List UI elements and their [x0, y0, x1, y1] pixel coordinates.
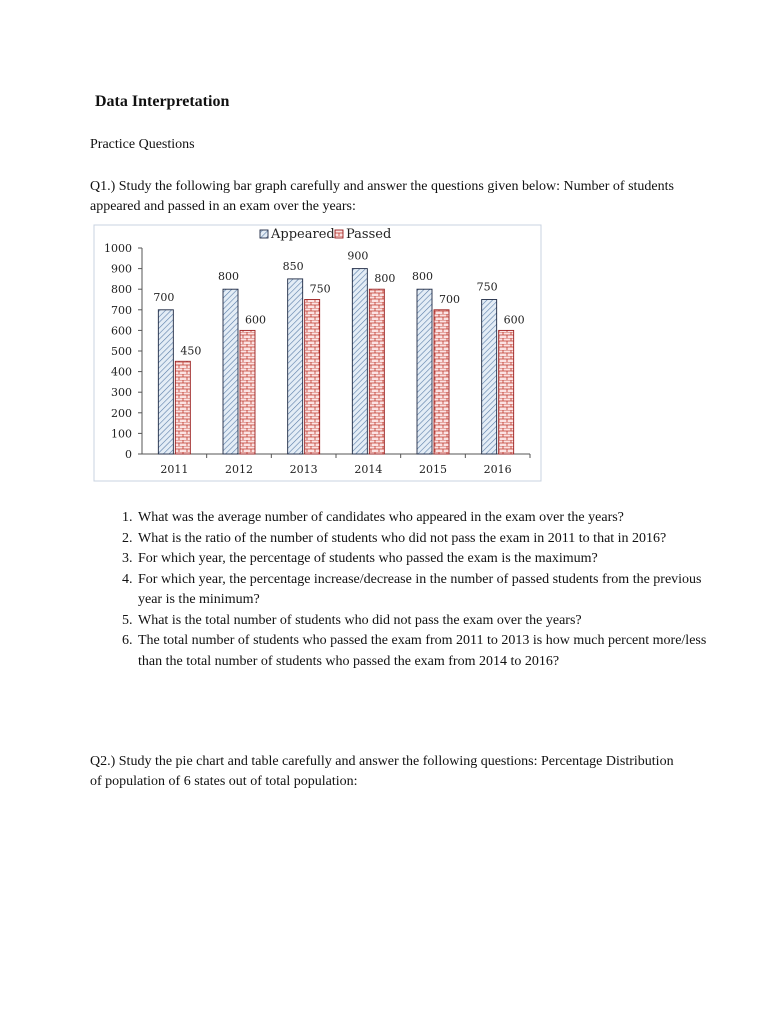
data-label: 750	[309, 282, 331, 296]
x-tick-label: 2015	[419, 463, 447, 476]
document-subtitle: Practice Questions	[90, 137, 195, 152]
q2-intro: Q2.) Study the pie chart and table carefully and answer the following questions: Percentage Distribution of population of 6 states out of total population:	[90, 754, 674, 789]
y-tick-label: 600	[111, 324, 132, 338]
q1-question-item: 6. The total number of students who passed the exam from 2011 to 2013 is how much percent more/less than the total number of students who passed the exam from 2014 to 2016?	[136, 631, 716, 672]
data-label: 750	[476, 280, 498, 294]
x-tick-label: 2016	[483, 463, 512, 476]
y-tick-label: 800	[111, 283, 132, 297]
data-label: 700	[153, 290, 175, 304]
bar-passed	[305, 300, 320, 455]
bar-passed	[499, 330, 514, 454]
document-title: Data Interpretation	[95, 93, 230, 110]
y-tick-label: 300	[111, 386, 132, 400]
q1-question-item: 3. For which year, the percentage of students who passed the exam is the maximum?	[136, 549, 716, 570]
x-tick-label: 2014	[354, 463, 383, 476]
legend-swatch-passed	[335, 230, 343, 238]
bar-appeared	[158, 310, 173, 454]
bar-appeared	[352, 269, 367, 454]
bar-chart	[93, 224, 543, 482]
y-tick-label: 100	[111, 427, 132, 441]
x-tick-label: 2013	[289, 463, 318, 476]
data-label: 800	[412, 270, 433, 284]
data-label: 800	[374, 272, 396, 286]
y-tick-label: 900	[111, 262, 132, 276]
data-label: 850	[282, 259, 304, 273]
legend-swatch-appeared	[260, 230, 268, 238]
data-label: 700	[439, 292, 460, 306]
legend-label-passed: Passed	[346, 227, 392, 242]
bar-chart-svg	[93, 224, 543, 482]
bar-appeared	[288, 279, 303, 454]
data-label: 900	[347, 249, 369, 263]
data-label: 600	[245, 313, 266, 327]
q1-question-list	[98, 508, 716, 672]
data-label: 800	[218, 270, 239, 284]
y-tick-label: 0	[125, 448, 132, 461]
bar-appeared	[223, 289, 238, 454]
q1-question-item: 2. What is the ratio of the number of students who did not pass the exam in 2011 to that in 2016?	[136, 529, 716, 550]
bar-passed	[434, 310, 449, 454]
q1-intro: Q1.) Study the following bar graph carefully and answer the questions given below: Number of students appeared and passed in an exam over the years:	[90, 179, 674, 214]
bar-passed	[369, 289, 384, 454]
data-label: 600	[503, 313, 525, 327]
y-tick-label: 1000	[104, 242, 132, 255]
bar-appeared	[417, 289, 432, 454]
q1-question-item: 4. For which year, the percentage increase/decrease in the number of passed students from the previous year is the minimum?	[136, 570, 716, 611]
y-tick-label: 400	[111, 365, 132, 379]
y-tick-label: 700	[111, 303, 132, 317]
q1-question-item: 5. What is the total number of students who did not pass the exam over the years?	[136, 611, 716, 632]
y-tick-label: 500	[111, 345, 132, 358]
legend-label-appeared: Appeared	[271, 227, 335, 242]
bar-appeared	[482, 300, 497, 455]
x-tick-label: 2011	[160, 463, 189, 476]
x-tick-label: 2012	[225, 463, 253, 476]
y-tick-label: 200	[111, 406, 132, 420]
q1-question-item: 1. What was the average number of candidates who appeared in the exam over the years?	[136, 508, 716, 529]
data-label: 450	[180, 344, 202, 358]
bar-passed	[175, 361, 190, 454]
bar-passed	[240, 330, 255, 454]
